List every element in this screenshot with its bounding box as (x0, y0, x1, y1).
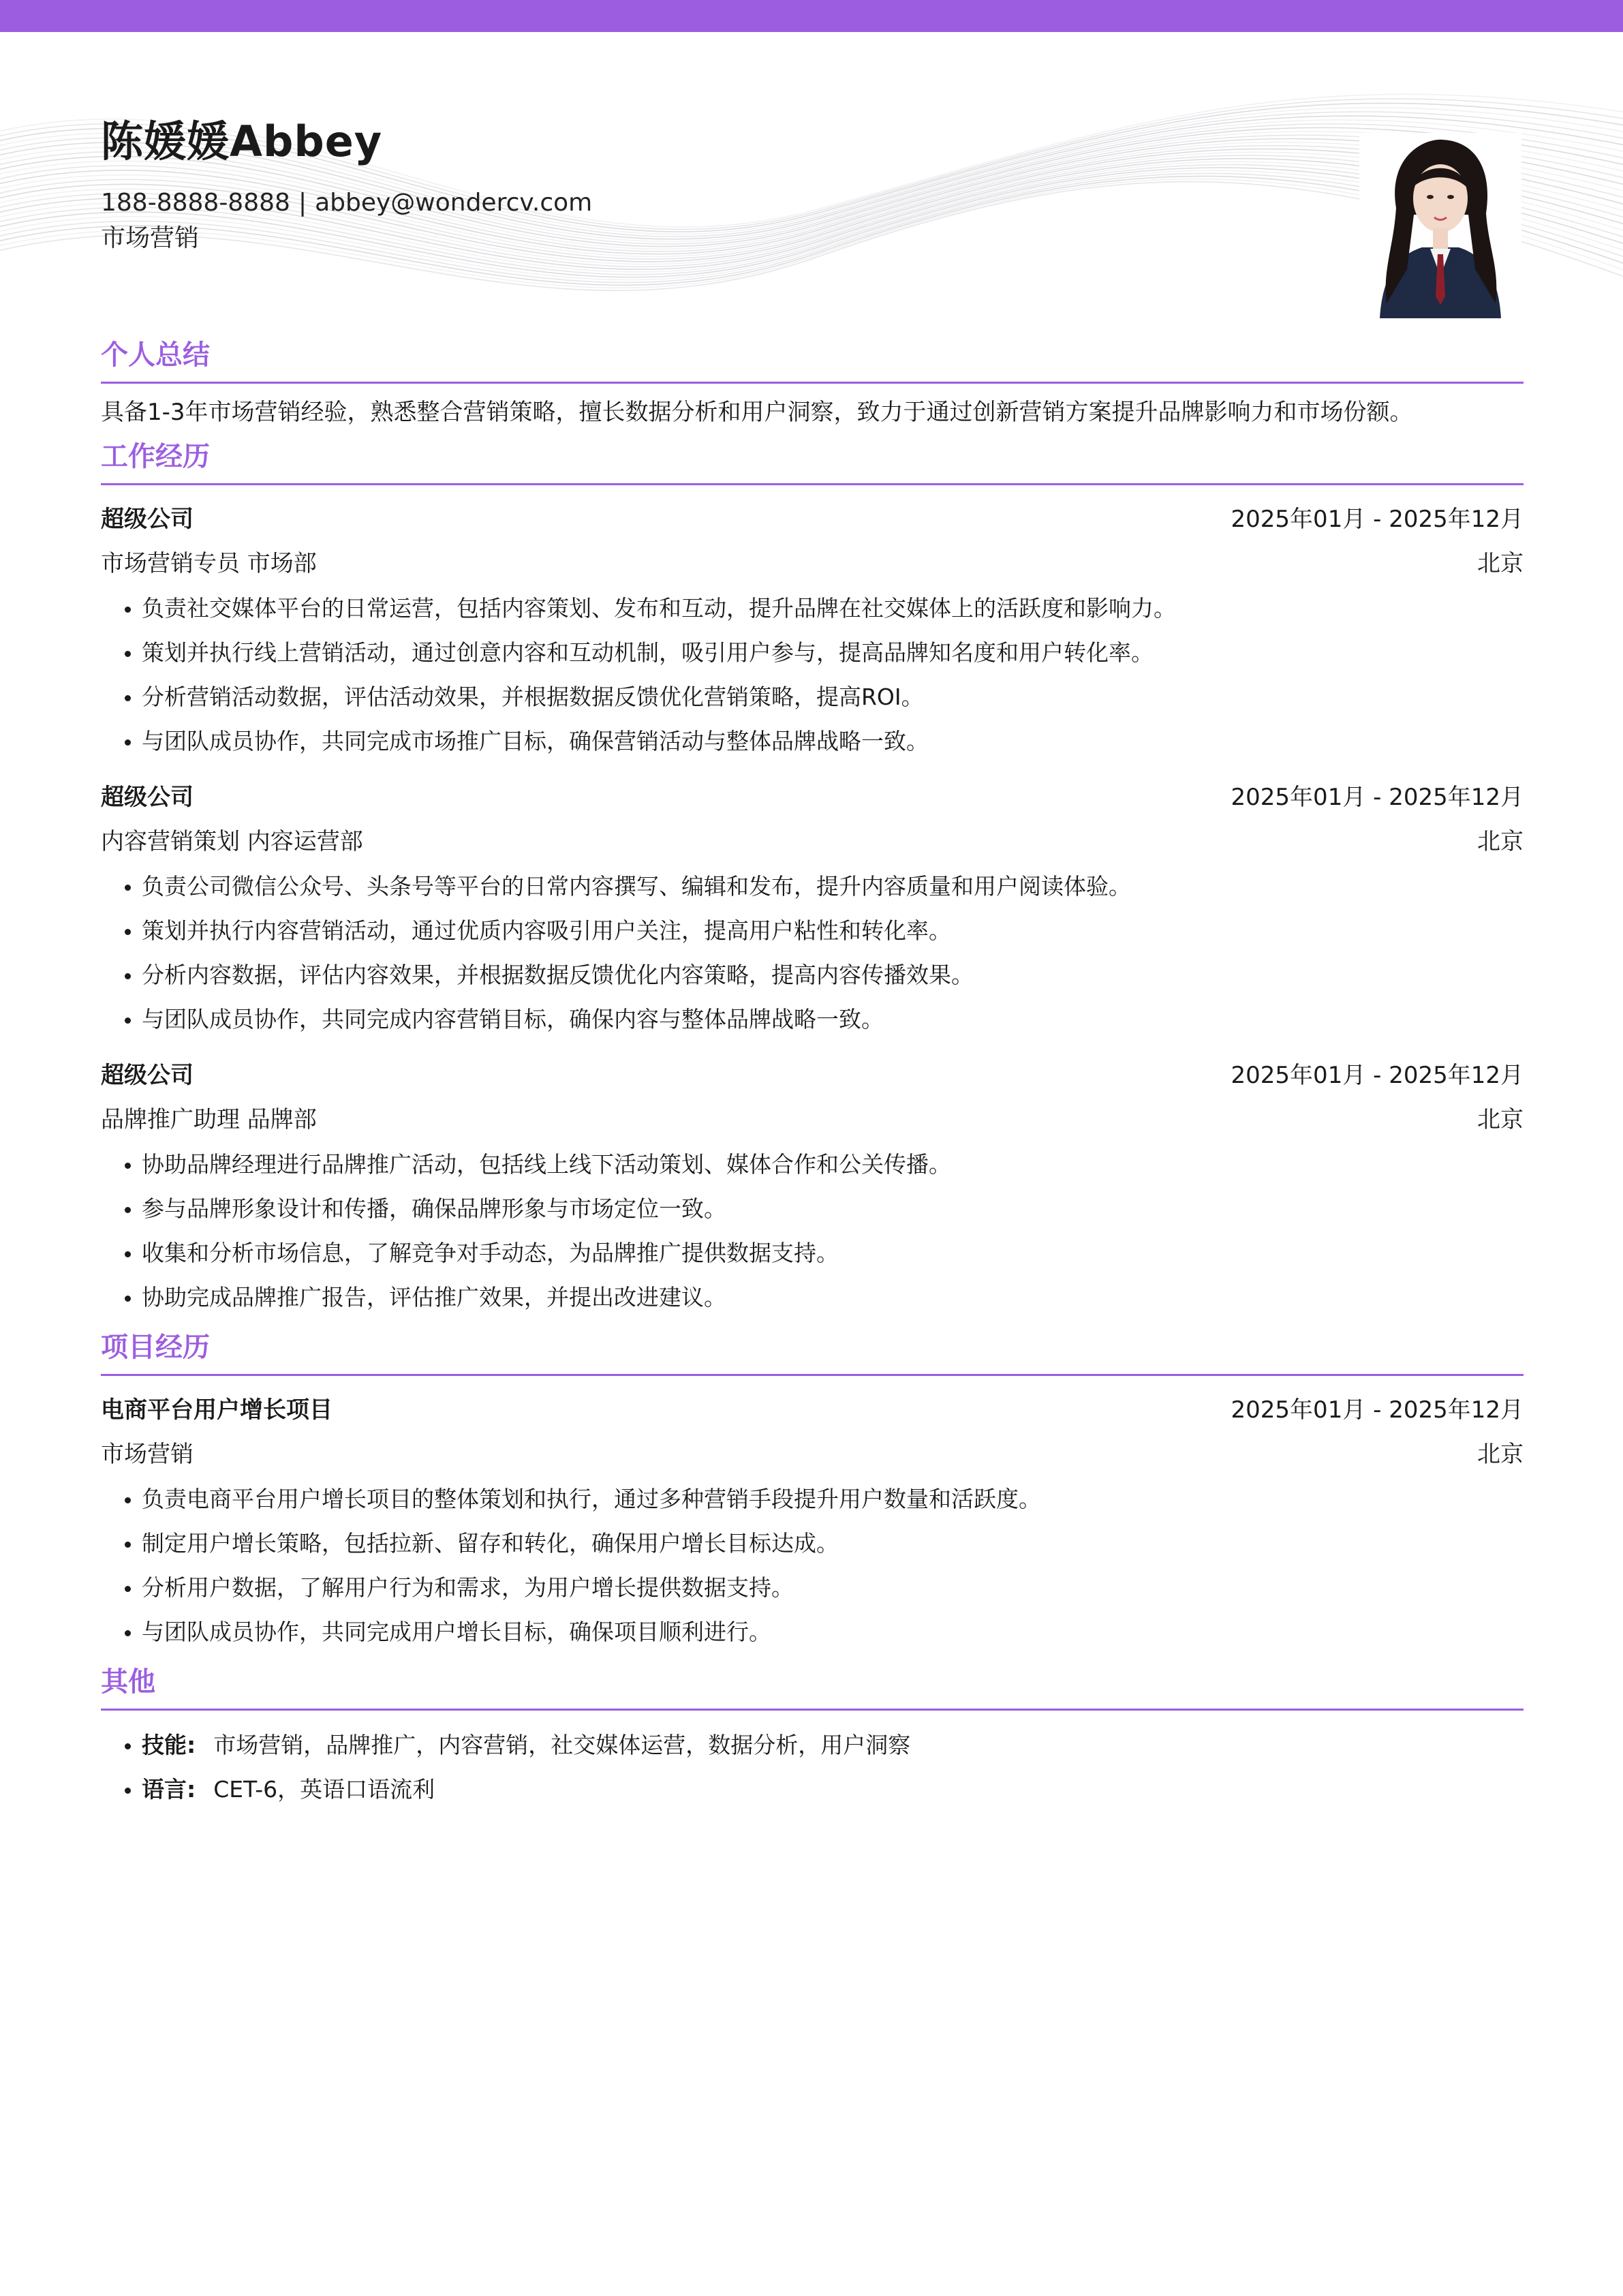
list-item: • 分析营销活动数据，评估活动效果，并根据数据反馈优化营销策略，提高ROI。 (142, 675, 1524, 719)
contact-separator: | (298, 189, 307, 217)
list-item: • 收集和分析市场信息，了解竞争对手动态，为品牌推广提供数据支持。 (142, 1231, 1524, 1275)
summary-section-title: 个人总结 (101, 334, 1524, 384)
list-item: • 与团队成员协作，共同完成市场推广目标，确保营销活动与整体品牌战略一致。 (142, 719, 1524, 763)
skills-item (142, 1723, 1524, 1767)
date-range: 2025年01月 - 2025年12月 (1231, 1062, 1524, 1089)
candidate-name: 陈媛媛Abbey (101, 117, 383, 166)
summary-text: 具备1-3年市场营销经验，熟悉整合营销策略，擅长数据分析和用户洞察，致力于通过创新营销方案提升品牌影响力和市场份额。 (101, 399, 1413, 426)
list-item: • 制定用户增长策略，包括拉新、留存和转化，确保用户增长目标达成。 (142, 1521, 1524, 1565)
others-section-title: 其他 (101, 1661, 1524, 1711)
skills-label: 技能: (142, 1732, 196, 1758)
language-value: CET-6，英语口语流利 (213, 1776, 435, 1803)
company-name: 超级公司 (101, 506, 194, 533)
date-range: 2025年01月 - 2025年12月 (1231, 1396, 1524, 1424)
location: 北京 (1477, 1441, 1524, 1468)
project-name: 电商平台用户增长项目 (101, 1396, 333, 1424)
work-entry (101, 776, 1524, 1041)
list-item: • 与团队成员协作，共同完成内容营销目标，确保内容与整体品牌战略一致。 (142, 997, 1524, 1041)
list-item: • 负责社交媒体平台的日常运营，包括内容策划、发布和互动，提升品牌在社交媒体上的活跃度和影响力。 (142, 586, 1524, 630)
position-title: 内容营销策划 内容运营部 (101, 828, 363, 855)
phone-number: 188-8888-8888 (101, 189, 290, 217)
location: 北京 (1477, 1106, 1524, 1133)
list-item: • 负责公司微信公众号、头条号等平台的日常内容撰写、编辑和发布，提升内容质量和用户阅读体验。 (142, 864, 1524, 908)
list-item: • 策划并执行线上营销活动，通过创意内容和互动机制，吸引用户参与，提高品牌知名度和用户转化率。 (142, 630, 1524, 675)
location: 北京 (1477, 550, 1524, 577)
company-name: 超级公司 (101, 1062, 194, 1089)
skills-value: 市场营销，品牌推广，内容营销，社交媒体运营，数据分析，用户洞察 (213, 1732, 911, 1758)
company-name: 超级公司 (101, 784, 194, 811)
projects-section-title: 项目经历 (101, 1326, 1524, 1376)
list-item: • 分析内容数据，评估内容效果，并根据数据反馈优化内容策略，提高内容传播效果。 (142, 953, 1524, 997)
location: 北京 (1477, 828, 1524, 855)
position-title: 品牌推广助理 品牌部 (101, 1106, 317, 1133)
contact-line (101, 186, 1191, 220)
email-address: abbey@wondercv.com (315, 189, 593, 217)
list-item: • 协助品牌经理进行品牌推广活动，包括线上线下活动策划、媒体合作和公关传播。 (142, 1142, 1524, 1187)
job-intention: 市场营销 (101, 224, 200, 252)
work-entry (101, 1054, 1524, 1319)
project-entry (101, 1388, 1524, 1654)
language-item (142, 1767, 1524, 1811)
list-item: • 与团队成员协作，共同完成用户增长目标，确保项目顺利进行。 (142, 1610, 1524, 1654)
top-accent-bar (0, 0, 1623, 32)
work-entry (101, 498, 1524, 763)
position-title: 市场营销专员 市场部 (101, 550, 317, 577)
list-item: • 负责电商平台用户增长项目的整体策划和执行，通过多种营销手段提升用户数量和活跃度。 (142, 1477, 1524, 1521)
date-range: 2025年01月 - 2025年12月 (1231, 506, 1524, 533)
list-item: • 协助完成品牌推广报告，评估推广效果，并提出改进建议。 (142, 1275, 1524, 1319)
resume-header (101, 112, 1191, 256)
list-item: • 策划并执行内容营销活动，通过优质内容吸引用户关注，提高用户粘性和转化率。 (142, 908, 1524, 953)
profile-photo (1359, 133, 1521, 318)
work-section-title: 工作经历 (101, 435, 1524, 485)
list-item: • 分析用户数据，了解用户行为和需求，为用户增长提供数据支持。 (142, 1565, 1524, 1610)
others-list (101, 1723, 1524, 1811)
language-label: 语言: (142, 1776, 196, 1803)
project-role: 市场营销 (101, 1441, 194, 1468)
date-range: 2025年01月 - 2025年12月 (1231, 784, 1524, 811)
list-item: • 参与品牌形象设计和传播，确保品牌形象与市场定位一致。 (142, 1187, 1524, 1231)
resume-body (101, 334, 1524, 1811)
